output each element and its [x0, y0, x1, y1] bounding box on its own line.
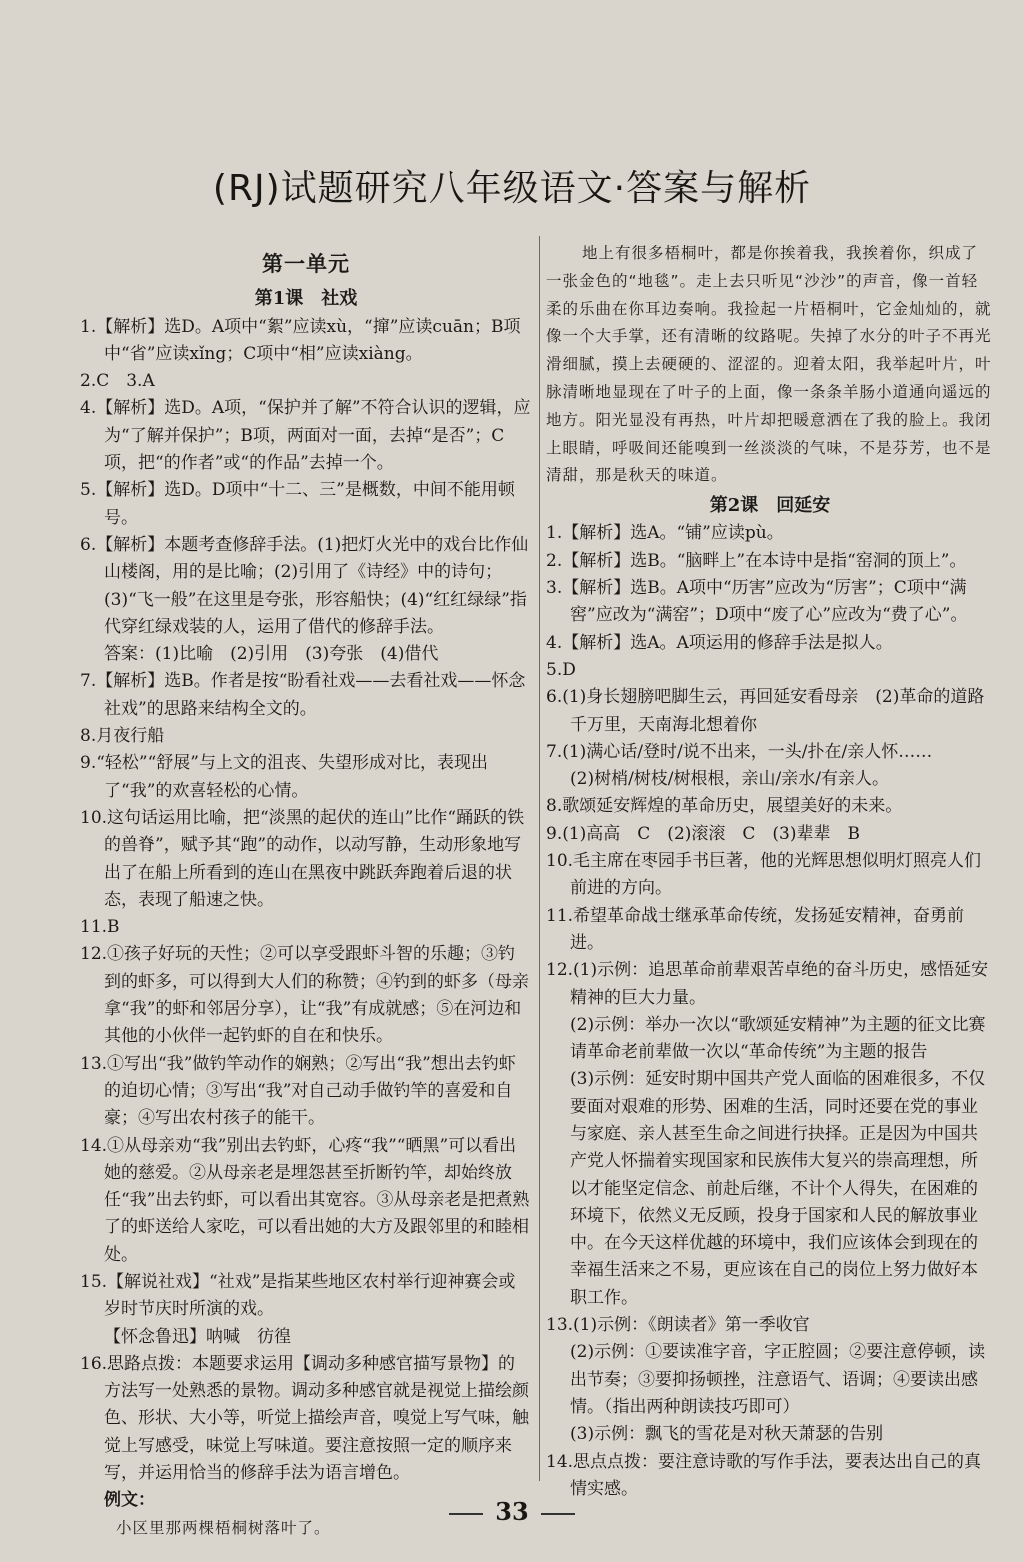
answer-line: (2)树梢/树枝/树根根，亲山/亲水/有亲人。	[570, 769, 889, 790]
answer-item: 1.【解析】选D。A项中“絮”应读xù，“撺”应读cuān；B项中“省”应读xǐng；C项中“相”应读xiàng。	[80, 316, 521, 364]
answer-item: 2.C 3.A	[80, 371, 155, 392]
answer-item: 4.【解析】选A。A项运用的修辞手法是拟人。	[546, 632, 893, 653]
column-divider	[539, 236, 540, 1481]
lesson-heading-1: 第1课 社戏	[254, 288, 358, 310]
answer-item: 5.【解析】选D。D项中“十二、三”是概数，中间不能用顿号。	[80, 480, 515, 528]
page-title: (RJ)试题研究八年级语文·答案与解析	[212, 168, 812, 209]
answer-item: 13.①写出“我”做钓竿动作的娴熟；②写出“我”想出去钓虾的迫切心情；③写出“我”对自己动手做钓竿的喜爱和自豪；④写出农村孩子的能干。	[80, 1053, 516, 1129]
answer-item: 10.这句话运用比喻，把“淡黑的起伏的连山”比作“踊跃的铁的兽脊”，赋予其“跑”的动作，以动写静，生动形象地写出了在船上所看到的连山在黑夜中跳跃奔跑着后退的状态，表现了船速之快。	[80, 807, 525, 910]
lesson-heading-2: 第2课 回延安	[709, 495, 831, 517]
answer-line: (3)示例：延安时期中国共产党人面临的困难很多，不仅要面对艰难的形势、困难的生活，同时还要在党的事业与家庭、亲人甚至生命之间进行抉择。正是因为中国共产党人怀揣着实现国家和民族伟大复兴的崇高理想，所以才能坚定信念、前赴后继，不计个人得失，在困难的环境下，依然义无反顾，投身于国家和人民的解放事业中。在今天这样优越的环境中，我们应该体会到现在的幸福生活来之不易，更应该在自己的岗位上努力做好本职工作。	[570, 1069, 986, 1308]
answer-item: 1.【解析】选A。“铺”应读pù。	[546, 523, 784, 544]
right-column	[546, 240, 1003, 1503]
answer-item: 7.(1)满心话/登时/说不出来，一头/扑在/亲人怀……	[546, 741, 933, 762]
page-footer	[0, 1497, 1024, 1526]
page-number: 33	[495, 1497, 529, 1526]
answer-item: 9.(1)高高 C (2)滚滚 C (3)辈辈 B	[546, 823, 860, 844]
answer-item: 8.歌颂延安辉煌的革命历史，展望美好的未来。	[546, 796, 903, 817]
answer-item: 10.毛主席在枣园手书巨著，他的光辉思想似明灯照亮人们前进的方向。	[546, 851, 982, 899]
answer-item: 11.B	[80, 917, 120, 938]
answer-item: 14.思点点拨：要注意诗歌的写作手法，要表达出自己的真情实感。	[546, 1451, 982, 1499]
answer-item: 16.思路点拨：本题要求运用【调动多种感官描写景物】的方法写一处熟悉的景物。调动多种感官就是视觉上描绘颜色、形状、大小等，听觉上描绘声音，嗅觉上写气味，触觉上写感受，味觉上写味道。要注意按照一定的顺序来写，并运用恰当的修辞手法为语言增色。	[80, 1353, 529, 1484]
answer-item: 2.【解析】选B。“脑畔上”在本诗中是指“窑洞的顶上”。	[546, 550, 967, 571]
footer-dash-right	[541, 1513, 575, 1515]
answer-item: 6.【解析】本题考查修辞手法。(1)把灯火光中的戏台比作仙山楼阁，用的是比喻；(2)引用了《诗经》中的诗句；(3)“飞一般”在这里是夸张，形容船快；(4)“红红绿绿”指代穿红绿戏装的人，运用了借代的修辞手法。	[80, 534, 529, 637]
answer-line: 【怀念鲁迅】呐喊 彷徨	[104, 1326, 291, 1347]
answer-item: 12.①孩子好玩的天性；②可以享受跟虾斗智的乐趣；③钓到的虾多，可以得到大人们的称赞；④钓到的虾多（母亲拿“我”的虾和邻居分享），让“我”有成就感；⑤在河边和其他的小伙伴一起钓虾的自在和快乐。	[80, 944, 529, 1047]
example-essay: 小区里那两棵梧桐树落叶了。	[116, 1518, 331, 1537]
answer-item: 3.【解析】选B。A项中“历害”应改为“厉害”；C项中“满窖”应改为“满窑”；D项中“废了心”应改为“费了心”。	[546, 578, 968, 626]
answer-item: 13.(1)示例：《朗读者》第一季收官	[546, 1315, 810, 1336]
example-essay-continued: 地上有很多梧桐叶，都是你挨着我，我挨着你，织成了一张金色的“地毯”。走上去只听见“沙沙”的声音，像一首轻柔的乐曲在你耳边奏响。我捡起一片梧桐叶，它金灿灿的，就像一个大手掌，还有清晰的纹路呢。失掉了水分的叶子不再光滑细腻，摸上去硬硬的、涩涩的。迎着太阳，我举起叶片，叶脉清晰地显现在了叶子的上面，像一条条羊肠小道通向遥远的地方。阳光显没有再热，叶片却把暖意洒在了我的脸上。我闭上眼睛，呼吸间还能嗅到一丝淡淡的气味，不是芬芳，也不是清甜，那是秋天的味道。	[546, 244, 992, 485]
answer-item: 6.(1)身长翅膀吧脚生云，再回延安看母亲 (2)革命的道路千万里，天南海北想着你	[546, 687, 985, 735]
answer-line: (3)示例：飘飞的雪花是对秋天萧瑟的告别	[570, 1424, 884, 1445]
answer-item: 11.希望革命战士继承革命传统，发扬延安精神，奋勇前进。	[546, 905, 965, 953]
answer-line: (2)示例：①要读准字音，字正腔圆；②要注意停顿，读出节奏；③要抑扬顿挫，注意语气、语调；④要读出感情。（指出两种朗读技巧即可）	[570, 1342, 986, 1417]
answer-item: 4.【解析】选D。A项，“保护并了解”不符合认识的逻辑，应为“了解并保护”；B项，两面对一面，去掉“是否”；C项，把“的作者”或“的作品”去掉一个。	[80, 398, 531, 474]
footer-dash-left	[449, 1513, 483, 1515]
answer-item: 8.月夜行船	[80, 726, 165, 747]
answer-item: 7.【解析】选B。作者是按“盼看社戏——去看社戏——怀念社戏”的思路来结构全文的。	[80, 671, 526, 719]
left-column	[80, 240, 532, 1542]
answer-item: 12.(1)示例：追思革命前辈艰苦卓绝的奋斗历史，感悟延安精神的巨大力量。	[546, 960, 989, 1008]
answer-item: 14.①从母亲劝“我”别出去钓虾，心疼“我”“晒黑”可以看出她的慈爱。②从母亲老是埋怨甚至折断钓竿，却始终放任“我”出去钓虾，可以看出其宽容。③从母亲老是把煮熟了的虾送给人家吃，可以看出她的大方及跟邻里的和睦相处。	[80, 1135, 530, 1265]
answer-item: 15.【解说社戏】“社戏”是指某些地区农村举行迎神赛会或岁时节庆时所演的戏。	[80, 1271, 516, 1320]
example-label: 例文：	[104, 1490, 155, 1511]
answer-item: 9.“轻松”“舒展”与上文的沮丧、失望形成对比，表现出了“我”的欢喜轻松的心情。	[80, 753, 488, 801]
answer-item: 5.D	[546, 659, 576, 680]
unit-heading: 第一单元	[262, 251, 350, 276]
answer-line: (2)示例：举办一次以“歌颂延安精神”为主题的征文比赛 请革命老前辈做一次以“革命传统”为主题的报告	[570, 1014, 1003, 1063]
answer-line: 答案：(1)比喻 (2)引用 (3)夸张 (4)借代	[104, 644, 439, 665]
